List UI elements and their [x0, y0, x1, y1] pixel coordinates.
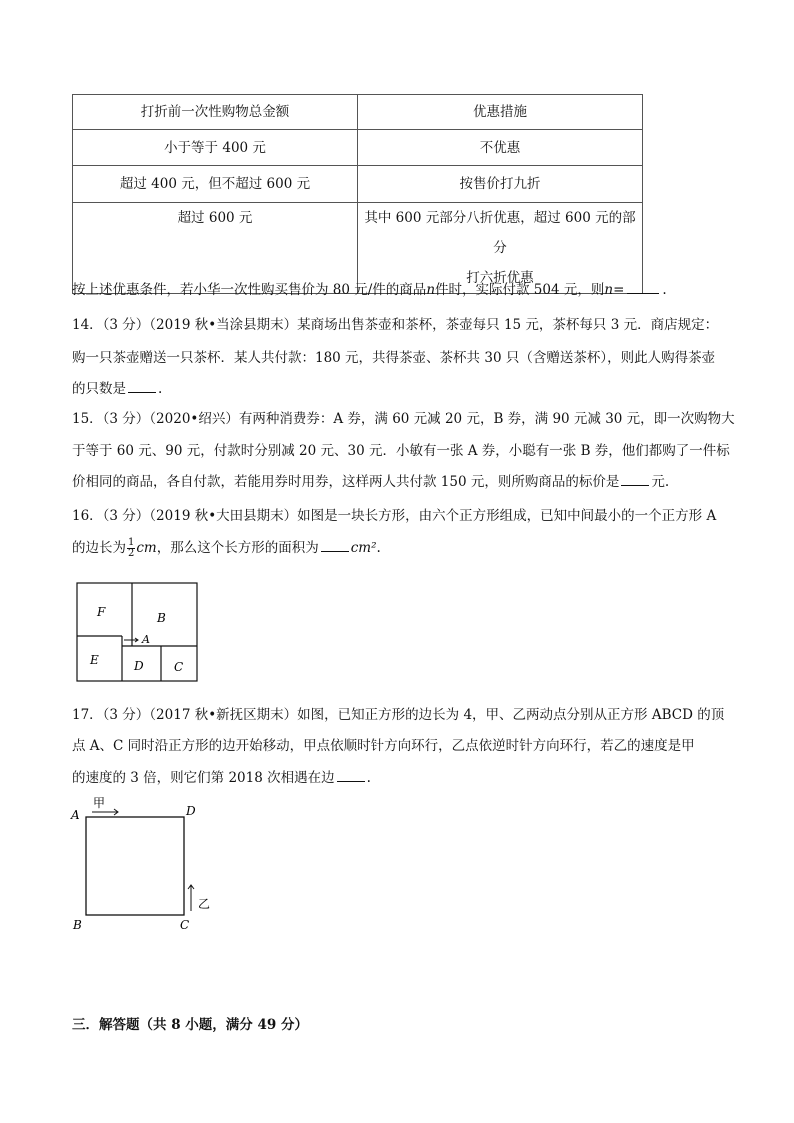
- q13-var-n: n: [426, 282, 436, 298]
- q16-line2-text: 的边长为: [72, 540, 126, 556]
- q15-line3: [72, 470, 669, 490]
- table-header-cell: 打折前一次性购物总金额: [73, 95, 358, 130]
- q16-line2-middle: ，那么这个长方形的面积为: [156, 540, 319, 556]
- table-cell-line: 打六折优惠: [466, 270, 534, 286]
- q17-line1: 17．（3 分）（2017 秋•新抚区期末）如图，已知正方形的边长为 4，甲、乙两动点分别从正方形 ABCD 的顶: [72, 707, 725, 723]
- q13-text: [72, 278, 667, 298]
- square: [86, 817, 184, 915]
- table-row: [73, 130, 643, 166]
- q14-period: .: [158, 381, 163, 397]
- q14-line3: [72, 377, 162, 397]
- q13-var-n2: n: [604, 282, 614, 298]
- section-heading: 三．解答题（共 8 小题，满分 49 分）: [72, 1017, 308, 1033]
- q15-line3-text: 价相同的商品，各自付款，若能用券时用券，这样两人共付款 150 元，则所购商品的标价是: [72, 474, 620, 490]
- label-A: A: [71, 808, 80, 822]
- answer-blank: [321, 539, 349, 552]
- label-jia: 甲: [93, 796, 106, 810]
- table-cell: 超过 600 元: [73, 203, 358, 294]
- q13-text-before: 按上述优惠条件，若小华一次性购买售价为 80 元/件的商品: [72, 282, 427, 298]
- label-F: F: [97, 605, 106, 619]
- q17-line3-text: 的速度的 3 倍，则它们第 2018 次相遇在边: [72, 770, 335, 786]
- q15-unit-end: 元.: [651, 474, 670, 490]
- label-C: C: [174, 660, 184, 674]
- fraction-one-half: [127, 538, 135, 559]
- q16-line2: [72, 536, 381, 559]
- q14-line1: 14．（3 分）（2019 秋•当涂县期末）某商场出售茶壶和茶杯，茶壶每只 15 元，茶杯每只 3 元．商店规定：: [72, 317, 719, 333]
- table-cell: 超过 400 元，但不超过 600 元: [73, 166, 358, 203]
- table-cell: 不优惠: [358, 130, 643, 166]
- table-header-cell: 优惠措施: [358, 95, 643, 130]
- table-cell: 按售价打九折: [358, 166, 643, 203]
- label-D: D: [134, 659, 144, 673]
- q14-line2: 购一只茶壶赠送一只茶杯．某人共付款：180 元，共得茶壶、茶杯共 30 只（含赠送茶杯），则此人购得茶壶: [72, 350, 716, 366]
- label-B: B: [73, 918, 82, 932]
- answer-blank: [621, 473, 649, 486]
- q15-line2: 于等于 60 元、90 元，付款时分别减 20 元、30 元．小敏有一张 A 券，小聪有一张 B 券，他们都购了一件标: [72, 443, 730, 459]
- q17-period: .: [366, 770, 371, 786]
- q16-line1: 16．（3 分）（2019 秋•大田县期末）如图是一块长方形，由六个正方形组成，已知中间最小的一个正方形 A: [72, 508, 717, 524]
- label-B: B: [157, 611, 166, 625]
- q17-line3: [72, 766, 371, 786]
- label-A: A: [142, 633, 150, 646]
- q16-unit-cm: cm: [136, 540, 157, 556]
- label-yi: 乙: [198, 897, 211, 911]
- six-squares-figure: [76, 582, 200, 684]
- table-row: [73, 166, 643, 203]
- table-cell: 小于等于 400 元: [73, 130, 358, 166]
- q13-equals: =: [613, 282, 625, 298]
- fraction-numerator: 1: [128, 537, 135, 548]
- table-row: [73, 95, 643, 130]
- answer-blank: [337, 769, 365, 782]
- fraction-denominator: 2: [128, 548, 135, 559]
- q13-period: .: [662, 282, 667, 298]
- q16-period: .: [376, 540, 381, 556]
- answer-blank: [128, 380, 156, 393]
- label-C: C: [180, 918, 190, 932]
- q14-line3-text: 的只数是: [72, 381, 126, 397]
- q17-line2: 点 A、C 同时沿正方形的边开始移动，甲点依顺时针方向环行，乙点依逆时针方向环行，若乙的速度是甲: [72, 738, 695, 754]
- q13-text-middle: 件时，实际付款 504 元，则: [435, 282, 605, 298]
- answer-blank: [627, 281, 659, 294]
- table-cell-line: 其中 600 元部分八折优惠，超过 600 元的部分: [364, 210, 636, 256]
- square-abcd-figure: [68, 793, 218, 938]
- label-E: E: [90, 653, 99, 667]
- q15-line1: 15．（3 分）（2020•绍兴）有两种消费券：A 券，满 60 元减 20 元，B 券，满 90 元减 30 元，即一次购物大: [72, 411, 735, 427]
- label-D: D: [186, 804, 196, 818]
- q16-unit-cm2: cm²: [350, 540, 377, 556]
- discount-table: [72, 94, 643, 294]
